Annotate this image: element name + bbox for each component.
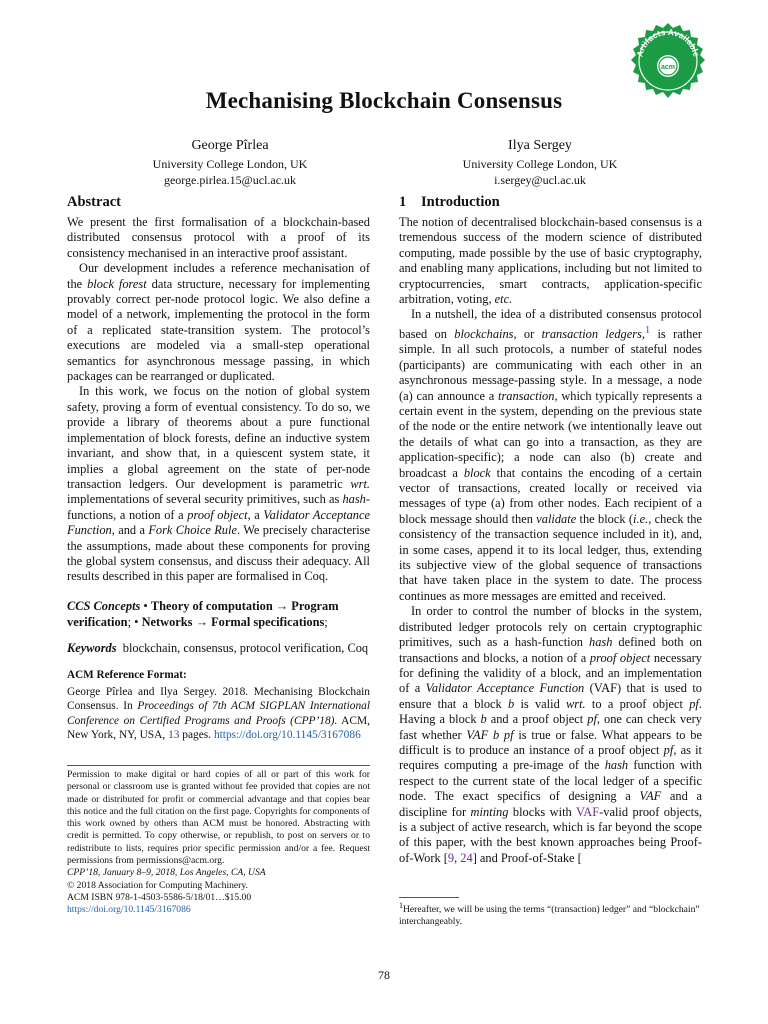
isbn-line: ACM ISBN 978-1-4503-5586-5/18/01…$15.00: [67, 891, 252, 903]
abstract-body: [67, 215, 370, 585]
author-email: i.sergey@ucl.ac.uk: [494, 173, 586, 187]
ccs-label: CCS Concepts: [67, 599, 141, 613]
author-name: George Pîrlea: [191, 138, 269, 153]
author-block: [80, 138, 380, 188]
author-name: Ilya Sergey: [508, 138, 572, 153]
doi-link[interactable]: https://doi.org/10.1145/3167086: [213, 729, 361, 742]
intro-paragraph: In order to control the number of blocks in the system, distributed ledger protocols rely on certain cryptographic primitives, such as a hash-function hash defined both on transactions and blocks, a notion of a proof object necessary for defining the validity of a block, and an implementation of a Validator Acceptance Function (VAF) that is used to ensure that a block b is valid wrt. to a proof object pf. Having a block b and a proof object pf, one can check very fast whether VAF b pf is true or false. What appears to be difficult is to produce an instance of a proof object pf, as it requires computing a pre-image of the hash function with respect to the current state of the local ledger of a specific node. The exact specifics of designing a VAF and a discipline for minting blocks with VAF-valid proof objects, is a subject of active research, which is far beyond the scope of this paper, with the best known approaches being Proof-of-Work [9, 24] and Proof-of-Stake [: [399, 604, 703, 865]
artifacts-available-badge: [628, 22, 708, 102]
footnote: [399, 900, 702, 929]
section-heading: 1 Introduction: [399, 194, 500, 210]
citation-link[interactable]: 24: [460, 850, 473, 865]
intro-paragraph: The notion of decentralised blockchain-based consensus is a tremendous success of the modern science of distributed computing, made possible by the use of basic cryptography, and enabling many applications, including but not limited to cryptocurrencies, smart contracts, application-specific arbitration, voting, etc.: [399, 215, 702, 307]
abstract-paragraph: In this work, we focus on the notion of global system safety, proving a form of eventual consistency. To do so, we provide a library of theorems about a pure functional implementation of block forests, define an inductive system invariant, and show that, in a quiescent system state, it implies a global agreement on the state of per-node transaction ledgers. Our development is parametric wrt. implementations of several security primitives, such as hash-functions, a notion of a proof object, a Validator Acceptance Function, and a Fork Choice Rule. We precisely characterise the assumptions, made about these components for proving the global system consensus, and discuss their adequacy. All results described in this paper are formalised in Coq.: [67, 384, 371, 584]
permission-text: Permission to make digital or hard copies of all or part of this work for personal or classroom use is granted without fee provided that copies are not made or distributed for profit or commercial advantage and that copies bear this notice and the full citation on the first page. Copyrights for components of this work owned by others than ACM must be honored. Abstracting with credit is permitted. To copy otherwise, or republish, to post on servers or to redistribute to lists, requires prior specific permission and/or a fee. Request permissions from permissions@acm.org.: [67, 769, 370, 867]
paper-title: Mechanising Blockchain Consensus: [205, 88, 563, 113]
acm-reference-heading: ACM Reference Format:: [67, 669, 187, 681]
doi-link[interactable]: https://doi.org/10.1145/3167086: [67, 904, 191, 916]
page-number: 78: [378, 968, 390, 982]
ccs-concept: Networks → Formal specifications: [141, 615, 325, 629]
acm-logo-text: acm: [660, 64, 676, 71]
author-email: george.pirlea.15@ucl.ac.uk: [163, 173, 297, 187]
keywords-text: blockchain, consensus, protocol verification, Coq: [122, 641, 369, 655]
copyright-line: © 2018 Association for Computing Machinery.: [67, 879, 248, 891]
conference-info: CPP’18, January 8–9, 2018, Los Angeles, CA, USA: [67, 867, 266, 879]
abstract-heading: Abstract: [67, 194, 121, 210]
footnote-mark: 1: [399, 901, 403, 910]
citation-link[interactable]: VAF: [575, 804, 600, 819]
introduction-body: [399, 215, 702, 866]
citation-link[interactable]: 9: [447, 850, 455, 865]
footnote-text: Hereafter, we will be using the terms “(transaction) ledger” and “blockchain” interchangeably.: [399, 904, 700, 928]
ccs-concept: Theory of computation → Program verification: [67, 599, 339, 629]
permission-notice: [67, 769, 370, 917]
badge-text: Artifacts Available: [634, 26, 702, 58]
author-affiliation: University College London, UK: [152, 157, 308, 171]
keywords-label: Keywords: [67, 641, 117, 655]
ccs-concepts: CCS Concepts • Theory of computation → Program verification; • Networks → Formal specifications;: [67, 599, 339, 629]
abstract-paragraph: Our development includes a reference mechanisation of the block forest data structure, necessary for implementing provably correct per-node protocol logic. We also define a model of a network, implementing the protocol in the form of a replicated state-transition system. The protocol’s executions are modeled via a small-step operational semantics for asynchronous message passing, in which packages can be rearranged or duplicated.: [67, 261, 370, 384]
footnote-divider: [399, 897, 459, 898]
author-block: [390, 138, 690, 188]
pages-link[interactable]: 13: [168, 729, 180, 742]
keywords: [67, 641, 370, 656]
divider: [67, 765, 370, 766]
author-affiliation: University College London, UK: [462, 157, 618, 171]
footnote-ref[interactable]: 1: [644, 324, 651, 336]
abstract-paragraph: We present the first formalisation of a blockchain-based distributed consensus protocol with a proof of its consistency mechanised in an interactive proof assistant.: [67, 215, 370, 260]
acm-reference-format: ACM Reference Format: George Pîrlea and Ilya Sergey. 2018. Mechanising Blockchain Consensus. In Proceedings of 7th ACM SIGPLAN International Conference on Certified Programs and Proofs (CPP’18). ACM, New York, NY, USA, 13 pages. https://doi.org/10.1145/3167086: [67, 669, 371, 742]
intro-paragraph: In a nutshell, the idea of a distributed consensus protocol based on blockchains, or transaction ledgers,$^1$ is rather simple. In all such protocols, a number of stateful nodes (participants) are communicating with each other in an asynchronous message-passing style. In a message, a node (a) can announce a transaction, which typically represents a certain event in the system, depending on the previous state of the node or the entire network (we intentionally leave out the details of what can go into a transaction, as they are application-specific); a node can also (b) create and broadcast a block that contains the encoding of a certain vector of transactions, created locally or received via messages of type (a) from other nodes. Each recipient of a block message should then validate the block (i.e., check the consistency of the transaction sequence included in it), and, in some cases, append it to its local ledger, thus, extending its subjective view of the global sequence of transactions that have taken place in the system to date. The process continues as more messages are emitted and received.: [399, 307, 703, 603]
